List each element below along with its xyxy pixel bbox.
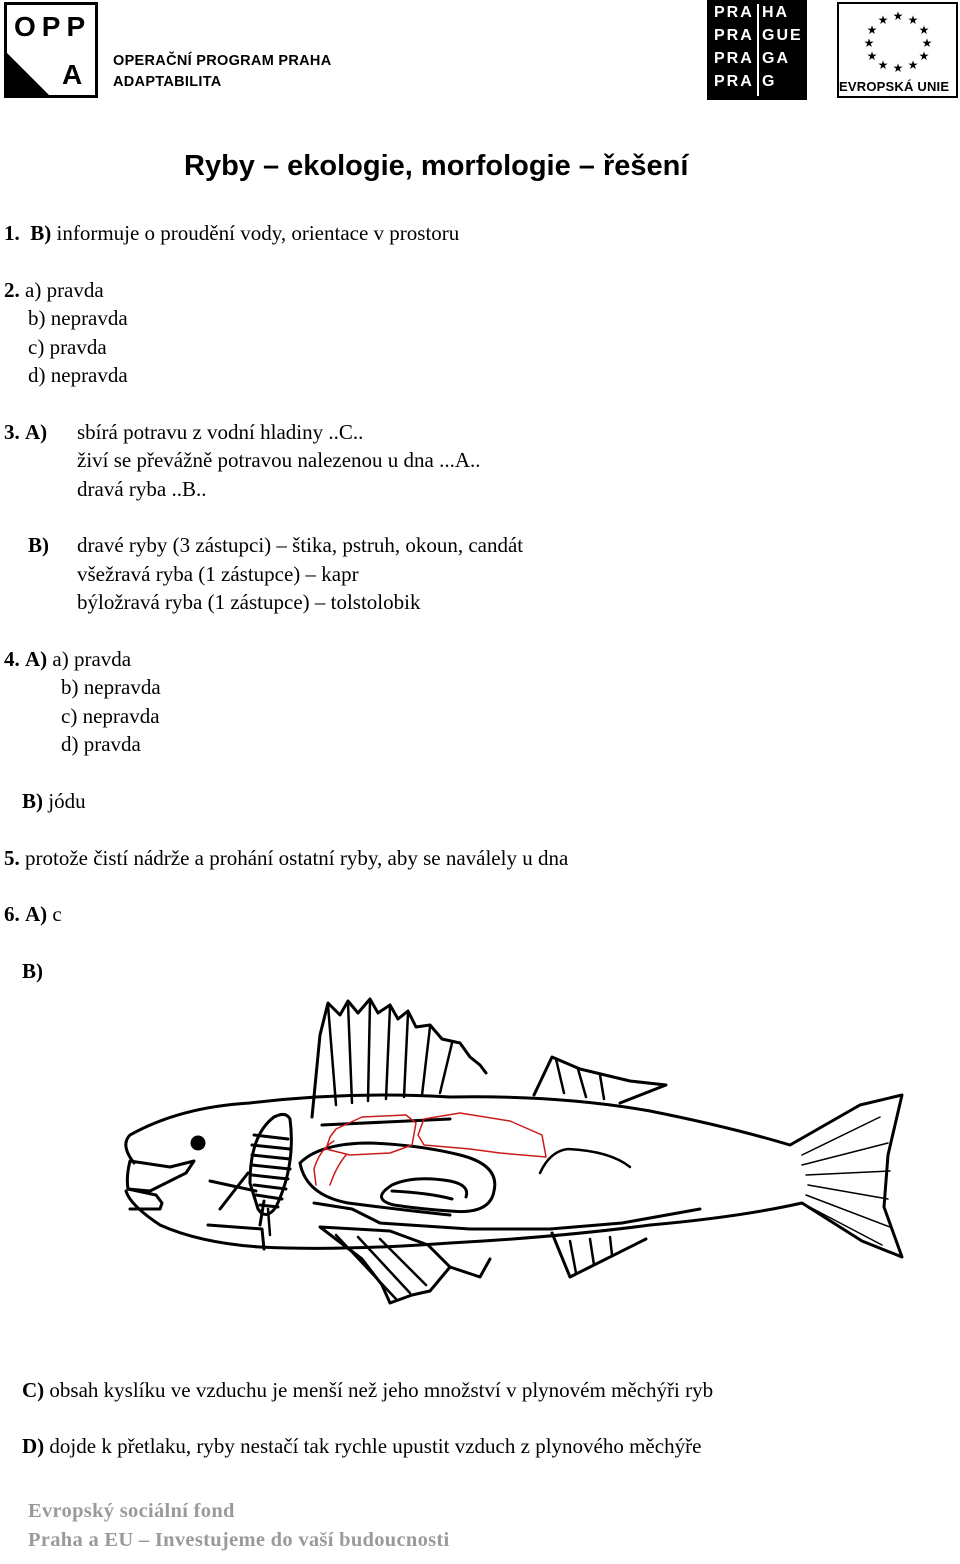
answer-3b-line2: všežravá ryba (1 zástupce) – kapr [77, 562, 359, 586]
opp-logo-bottom-letter: A [62, 59, 89, 90]
opp-program-name: OPERAČNÍ PROGRAM PRAHA [113, 53, 332, 69]
fish-eye [192, 1137, 204, 1149]
svg-text:★: ★ [892, 61, 904, 72]
page-title: Ryby – ekologie, morfologie – řešení [184, 150, 689, 182]
svg-text:★: ★ [866, 23, 878, 37]
svg-text:★: ★ [907, 58, 919, 72]
fish-mouth [127, 1161, 194, 1191]
svg-text:★: ★ [877, 13, 889, 27]
answer-2-b: b) nepravda [28, 306, 128, 330]
anal-fin [450, 1233, 646, 1277]
praha-logo [707, 0, 807, 100]
answer-2: 2. a) pravda [4, 278, 104, 302]
footer-slogan: Praha a EU – Investujeme do vaší budoucnosti [28, 1529, 450, 1551]
praha-logo-divider [757, 4, 759, 96]
answer-3b-line3: býložravá ryba (1 zástupce) – tolstolobik [77, 590, 421, 614]
answer-1: 1. B) informuje o proudění vody, orientace v prostoru [4, 221, 460, 245]
opp-program-subtitle: ADAPTABILITA [113, 74, 222, 90]
answer-3a-line2: živí se převážně potravou nalezenou u dna ...A.. [77, 448, 481, 472]
fish-body [126, 1095, 902, 1257]
svg-text:★: ★ [863, 36, 875, 50]
answer-3-number: 3. A) [4, 420, 48, 444]
eu-stars-icon [858, 8, 938, 72]
praha-row: PRA G [714, 73, 777, 90]
praha-row: PRA GUE [714, 27, 803, 44]
answer-6c: C) obsah kyslíku ve vzduchu je menší než jeho množství v plynovém měchýři ryb [22, 1378, 714, 1402]
praha-row: PRA GA [714, 50, 790, 67]
fish-diagram [90, 995, 930, 1315]
answer-2-c: c) pravda [28, 335, 107, 359]
eu-label: EVROPSKÁ UNIE [839, 79, 950, 94]
svg-text:★: ★ [907, 13, 919, 27]
answer-6a: 6. A) c [4, 902, 62, 926]
answer-4: 4. A) a) pravda [4, 647, 132, 671]
footer-fund: Evropský sociální fond [28, 1500, 235, 1522]
answer-4a-d: d) pravda [61, 732, 141, 756]
svg-text:★: ★ [918, 49, 930, 63]
dorsal-fin [312, 999, 486, 1117]
svg-text:★: ★ [866, 49, 878, 63]
answer-6d: D) dojde k přetlaku, ryby nestačí tak rychle upustit vzduch z plynového měchýře [22, 1434, 702, 1458]
answer-3a-line3: dravá ryba ..B.. [77, 477, 207, 501]
answer-4a-b: b) nepravda [61, 675, 161, 699]
answer-3b-line1: dravé ryby (3 zástupci) – štika, pstruh, okoun, candát [77, 533, 524, 557]
opp-logo-top-letters: OPP [14, 11, 92, 42]
answer-4b: B) jódu [22, 789, 86, 813]
fish-intestine [300, 1143, 495, 1212]
answer-3a-line1: sbírá potravu z vodní hladiny ..C.. [77, 420, 364, 444]
praha-row: PRA HA [714, 4, 790, 21]
answer-6b-label: B) [22, 959, 43, 983]
svg-text:★: ★ [918, 23, 930, 37]
answer-5: 5. protože čistí nádrže a prohání ostatní ryby, aby se naválely u dna [4, 846, 569, 870]
answer-2-d: d) nepravda [28, 363, 128, 387]
svg-text:★: ★ [892, 9, 904, 23]
answer-3b-label: B) [28, 533, 49, 557]
answer-4a-c: c) nepravda [61, 704, 160, 728]
svg-text:★: ★ [877, 58, 889, 72]
svg-text:★: ★ [921, 36, 933, 50]
